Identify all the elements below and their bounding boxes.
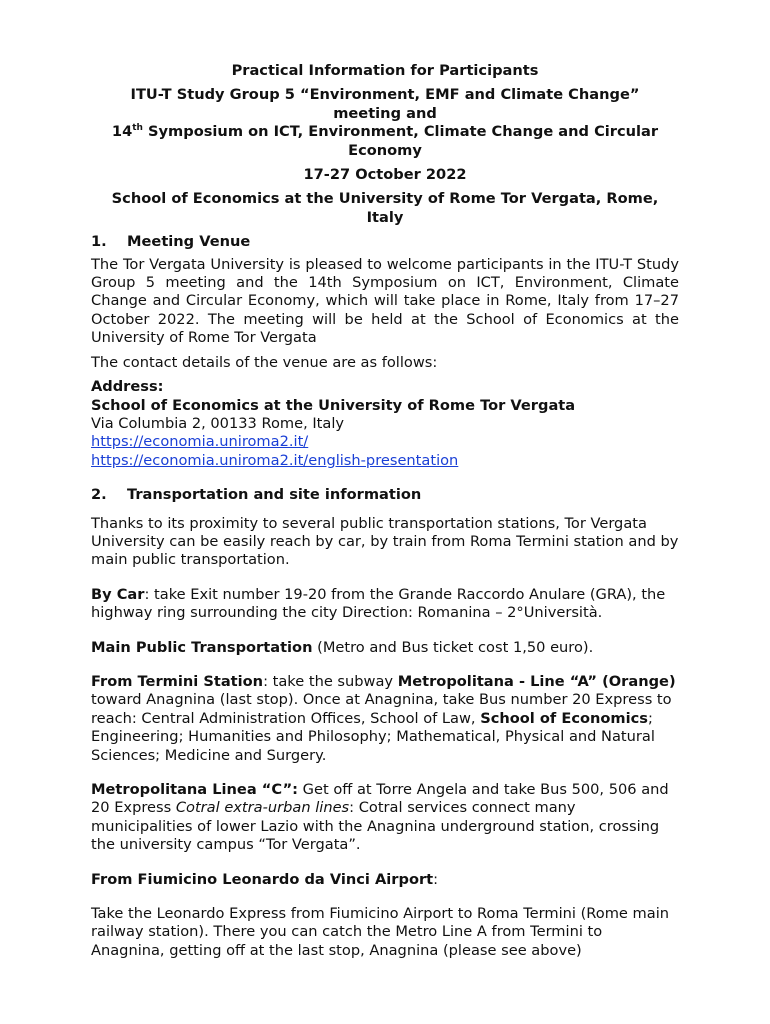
section-2-title: Transportation and site information <box>127 486 422 504</box>
address-street: Via Columbia 2, 00133 Rome, Italy <box>91 414 345 432</box>
english-presentation-link[interactable]: https://economia.uniroma2.it/english-presentation <box>91 451 459 469</box>
public-transport-text: (Metro and Bus ticket cost 1,50 euro). <box>312 638 594 656</box>
termini-text-2: toward Anagnina (last stop). Once at Anagnina, take Bus number 20 Express to reach: Central Administration Offices, School of Law, <box>91 691 672 727</box>
section-1-intro: The Tor Vergata University is pleased to welcome participants in the ITU-T Study Group 5 meeting and the 14th Symposium on ICT, Environment, Climate Change and Circular Economy, which will take place in Rome, Italy from 17–27 October 2022. The meeting will be held at the School of Economics at the University of Rome Tor Vergata <box>91 255 679 347</box>
termini-text-3: ; Engineering; Humanities and Philosophy; Mathematical, Physical and Natural Sciences; Medicine and Surgery. <box>91 709 655 764</box>
symposium-line <box>91 123 679 141</box>
section-1-number: 1. <box>91 233 107 251</box>
doc-location: School of Economics at the University of Rome Tor Vergata, Rome, Italy <box>111 190 659 226</box>
subtitle-line-1: ITU-T Study Group 5 “Environment, EMF and Climate Change” <box>130 86 640 104</box>
termini-school: School of Economics <box>480 709 648 727</box>
subtitle-line-2: meeting and <box>333 104 437 122</box>
line-c-text-2: : Cotral services connect many municipalities of lower Lazio with the Anagnina underground station, crossing the university campus “Tor Vergata”. <box>91 799 660 854</box>
line-c-text-1: Get off at Torre Angela and take Bus 500, 506 and 20 Express <box>91 781 669 817</box>
doc-dates: 17-27 October 2022 <box>303 166 467 184</box>
address-block <box>91 378 679 470</box>
transport-intro: Thanks to its proximity to several public transportation stations, Tor Vergata University can be easily reach by car, by train from Roma Termini station and by main public transportation. <box>91 514 679 569</box>
termini-label: From Termini Station <box>91 672 264 690</box>
termini-paragraph <box>91 673 679 765</box>
doc-title: Practical Information for Participants <box>231 62 539 79</box>
public-transport-label: Main Public Transportation <box>91 638 313 656</box>
by-car-label: By Car <box>91 585 145 603</box>
section-1-title: Meeting Venue <box>127 233 251 251</box>
airport-paragraph: Take the Leonardo Express from Fiumicino Airport to Roma Termini (Rome main railway station). There you can catch the Metro Line A from Termini to Anagnina, getting off at the last stop, Anagnina (please see above) <box>91 905 670 959</box>
symposium-line-2: Economy <box>348 141 422 159</box>
symposium-number: 14 <box>111 123 133 141</box>
symposium-title: Symposium on ICT, Environment, Climate Change and Circular <box>142 123 659 141</box>
public-transport-paragraph <box>91 639 679 657</box>
section-2-heading <box>91 486 679 504</box>
address-label: Address: <box>91 378 164 396</box>
symposium-suffix: th <box>132 123 143 134</box>
section-1-heading <box>91 233 679 251</box>
contact-intro: The contact details of the venue are as follows: <box>91 353 438 371</box>
airport-colon: : <box>433 870 439 888</box>
by-car-text: : take Exit number 19-20 from the Grande Raccordo Anulare (GRA), the highway ring surrounding the city Direction: Romanina – 2°Università. <box>91 585 666 622</box>
line-c-paragraph <box>91 781 679 855</box>
address-name: School of Economics at the University of Rome Tor Vergata <box>91 396 576 414</box>
termini-metro-line: Metropolitana - Line “A” (Orange) <box>397 672 676 690</box>
airport-label: From Fiumicino Leonardo da Vinci Airport <box>91 870 434 888</box>
line-c-label: Metropolitana Linea “C”: <box>91 781 299 798</box>
termini-text-1: : take the subway <box>263 672 398 690</box>
section-2-number: 2. <box>91 486 107 504</box>
by-car-paragraph <box>91 586 679 623</box>
doc-subtitle <box>91 86 679 160</box>
website-link[interactable]: https://economia.uniroma2.it/ <box>91 433 309 451</box>
line-c-italic: Cotral extra-urban lines <box>175 799 350 817</box>
airport-heading <box>91 871 679 889</box>
